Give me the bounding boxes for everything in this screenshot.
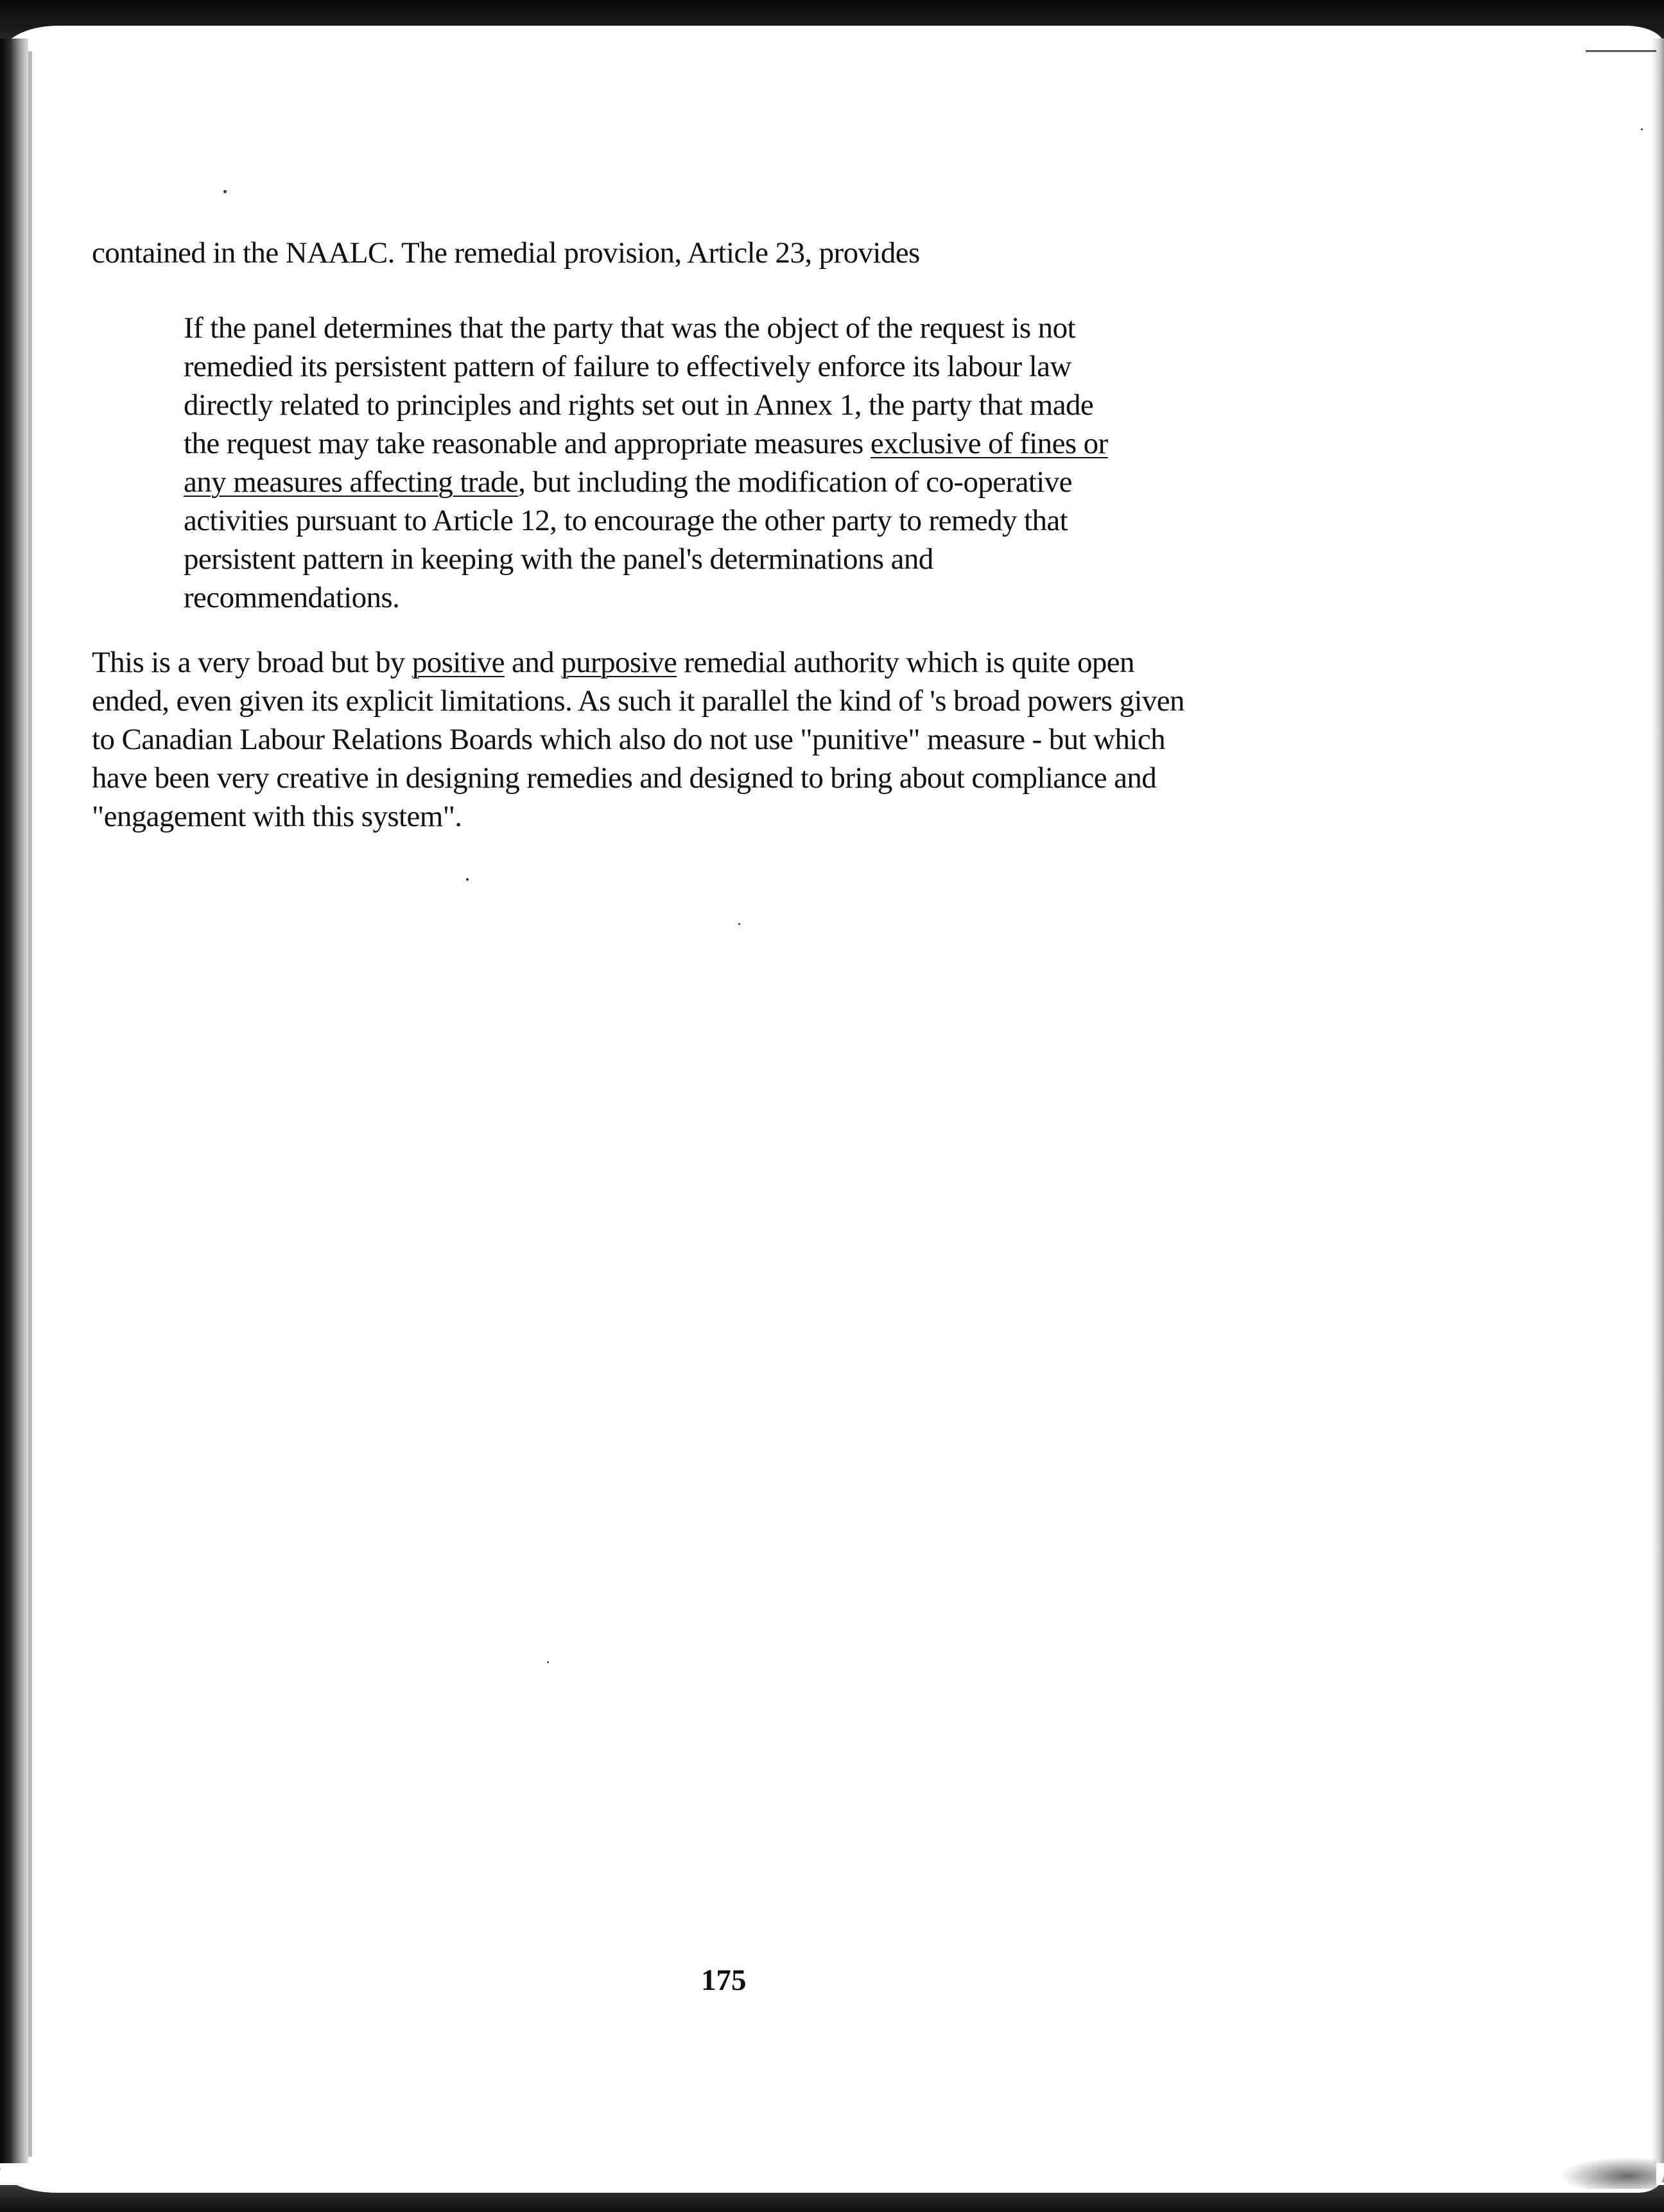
scan-speck — [1641, 128, 1643, 130]
body-text: This is a very broad but by — [92, 646, 412, 679]
body-line: have been very creative in designing remedies and designed to bring about compliance and — [92, 761, 1157, 795]
quote-line — [184, 424, 1108, 463]
body-line: ended, even given its explicit limitations. As such it parallel the kind of 's broad powers given — [92, 684, 1184, 718]
body-line: "engagement with this system". — [92, 800, 462, 833]
body-text: and — [504, 646, 562, 679]
body-text: remedial authority which is quite open — [677, 646, 1134, 679]
underlined-phrase: exclusive of fines or — [870, 427, 1108, 460]
quote-text: the request may take reasonable and appropriate measures — [184, 427, 871, 460]
quote-line: recommendations. — [184, 581, 400, 614]
intro-line: contained in the NAALC. The remedial provision, Article 23, provides — [92, 236, 920, 270]
scan-corner-smudge — [1560, 2157, 1656, 2189]
body-line: to Canadian Labour Relations Boards which also do not use "punitive" measure - but which — [92, 723, 1165, 756]
article-quote — [184, 309, 1108, 617]
scan-speck — [223, 190, 227, 193]
commentary-paragraph — [92, 643, 1184, 836]
quote-line — [184, 463, 1108, 501]
underlined-phrase: any measures affecting trade — [184, 465, 519, 499]
page-top-curve — [0, 26, 1664, 64]
body-line — [92, 643, 1184, 682]
underlined-word: positive — [412, 646, 505, 679]
scan-edge-left-inner — [28, 51, 32, 2157]
quote-text: , but including the modification of co-operative — [518, 465, 1072, 499]
page-number: 175 — [701, 1964, 747, 1997]
scan-edge-right — [1651, 39, 1664, 2182]
intro-paragraph — [92, 234, 920, 272]
scan-speck — [466, 878, 469, 881]
scan-edge-left — [0, 39, 28, 2170]
underlined-word: purposive — [561, 646, 677, 679]
quote-line: directly related to principles and rights set out in Annex 1, the party that made — [184, 388, 1094, 422]
quote-line: persistent pattern in keeping with the panel's determinations and — [184, 542, 933, 576]
scan-mark-line — [1586, 50, 1656, 52]
scan-speck — [547, 1661, 549, 1663]
quote-line: remedied its persistent pattern of failure to effectively enforce its labour law — [184, 350, 1071, 383]
page-bottom-curve — [0, 2163, 1664, 2193]
quote-line: activities pursuant to Article 12, to encourage the other party to remedy that — [184, 504, 1068, 537]
scan-speck — [738, 923, 740, 925]
quote-line: If the panel determines that the party that was the object of the request is not — [184, 311, 1075, 345]
